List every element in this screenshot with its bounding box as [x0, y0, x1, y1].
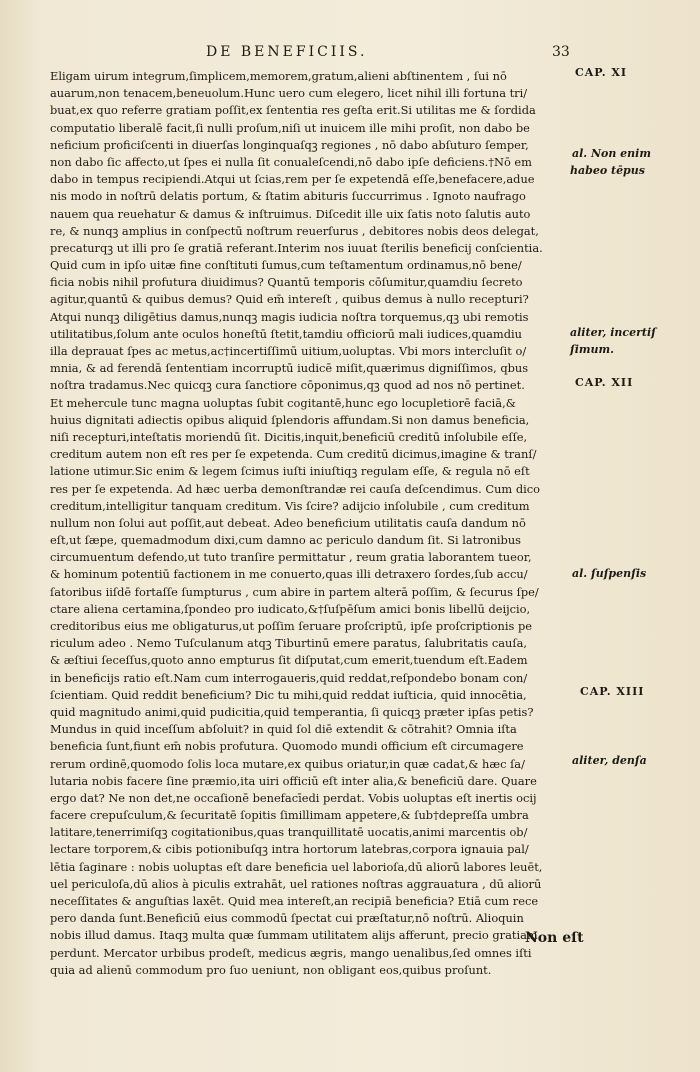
page-header	[0, 44, 700, 64]
text-line: in beneficijs ratio eſt.Nam cum interrogaueris,quid reddat,reſpondebo bonam con/	[50, 670, 528, 685]
text-line: precaturqꝫ ut illi pro ſe gratiā referant.Interim nos iuuat ſterilis beneficij conſcientia.	[50, 240, 543, 255]
main-text-block	[50, 68, 568, 979]
text-line: mnia, & ad ferendā ſententiam incorruptū iudicē miſit,quærimus digniſſimos, qbus	[50, 361, 529, 376]
text-line: Eligam uirum integrum,ſimplicem,memorem,gratum,alieni abſtinentem , ſui nō	[50, 69, 507, 83]
running-head: DE BENEFICIIS.	[206, 44, 368, 60]
text-line: & æſtiui ſeceſſus,quoto anno empturus ſit diſputat,cum emerit,tuendum eſt.Eadem	[50, 653, 528, 668]
text-line: ctare aliena certamina,ſpondeo pro iudicato,&†ſuſpēſum amici bonis libellū deijcio,	[50, 601, 531, 616]
text-line: ſatoribus iiſdē fortaſſe ſumpturus , cum abire in partem alterā poſſim, & ſecurus ſpe/	[50, 584, 539, 599]
text-line: computatio liberalē facit,ſi nulli proſum,niſi ut inuicem ille mihi proſit, non dabo be	[50, 120, 530, 135]
text-line: dabo in tempus recipiendi.Atqui ut ſcias,rem per ſe expetendā eſſe,benefacere,adue	[50, 172, 535, 187]
text-line: lutaria nobis facere ſine præmio,ita uiri officiū eſt inter alia,& beneficiū dare. Quare	[50, 773, 537, 788]
text-line: noſtra tradamus.Nec quicqꝫ cura ſanctiore cōponimus,qꝫ quod ad nos nō pertinet.	[50, 378, 525, 393]
text-line: creditum autem non eſt res per ſe expetenda. Cum creditū dicimus,imagine & tranſ/	[50, 447, 537, 462]
text-line: circumuentum defendo,ut tuto tranſire permittatur , reum gratia laborantem tueor,	[50, 550, 532, 565]
text-line: creditoribus eius me obligaturus,ut poſſim ſeruare proſcriptū, ipſe proſcriptionis pe	[50, 619, 533, 633]
margin-note-incertis-2: ſimum.	[570, 343, 615, 356]
text-line: huius dignitati adiectis opibus aliquid ſplendoris affundam.Si non damus beneficia,	[50, 412, 530, 427]
text-line: ergo dat? Ne non det,ne occaſionē benefacīedi perdat. Vobis uoluptas eſt inertis ocij	[50, 790, 537, 805]
text-line: auarum,non tenacem,beneuolum.Hunc uero cum elegero, licet nihil illi fortuna tri/	[50, 86, 528, 101]
text-line: & hominum potentiū factionem in me conuerto,quas illi detraxero ſordes,ſub accu/	[50, 567, 528, 582]
margin-note-incertis-1: aliter, incertiſ	[570, 326, 656, 339]
text-line: niſi recepturi,inteſtatis moriendū ſit. Dicitis,inquit,beneficiū creditū inſolubile eſſe,	[50, 429, 528, 444]
text-line: latione utimur.Sic enim & legem ſcimus iuſti iniuſtiqꝫ regulam eſſe, & regula nō eſt	[50, 464, 530, 479]
text-line: facere crepuſculum,& ſecuritatē ſopitis ſimillimam appetere,& ſub†depreſſa umbra	[50, 808, 529, 823]
text-line: rerum ordinē,quomodo ſolis loca mutare,ex quibus oriatur,in quæ cadat,& hæc ſa/	[50, 756, 525, 771]
margin-note-densa: aliter, denſa	[572, 754, 647, 767]
text-line: uel periculoſa,dū alios à piculis extrahāt, uel rationes noſtras aggrauatura , dū aliorū	[50, 876, 542, 891]
text-line: Mundus in quid inceſſum abſoluit? in quid ſol diē extendit & cōtrahit? Omnia iſta	[50, 722, 517, 737]
text-line: res per ſe expetenda. Ad hæc uerba demonſtrandæ rei cauſa deſcendimus. Cum dico	[50, 481, 541, 496]
text-line: ficia nobis nihil profutura diuidimus? Quantū temporis cōſumitur,quamdiu ſecreto	[50, 275, 523, 290]
text-line: perdunt. Mercator urbibus prodeſt, medicus ægris, mango uenalibus,ſed omnes iſti	[50, 945, 532, 960]
text-line: agitur,quantū & quibus demus? Quid em̄ intereſt , quibus demus à nullo recepturi?	[50, 292, 529, 307]
text-line: quia ad alienū commodum pro ſuo ueniunt, non obligant eos,quibus proſunt.	[50, 962, 492, 977]
text-line: creditum,intelligitur tanquam creditum. Vis ſcire? adijcio inſolubile , cum creditum	[50, 498, 530, 513]
text-line: pero danda ſunt.Beneficiū eius commodū ſpectat cui præſtatur,nō noſtrū. Alioquin	[50, 911, 524, 926]
text-line: eſt,ut ſæpe, quemadmodum dixi,cum damno ac periculo dandum ſit. Si latronibus	[50, 533, 522, 548]
text-line: utilitatibus,ſolum ante oculos honeſtū ſtetit,tamdiu officiorū mali iudices,quamdiu	[50, 326, 523, 341]
folio-number: 33	[552, 44, 570, 60]
text-line: re, & nunqꝫ amplius in conſpectū noſtrum reuerſurus , debitores nobis deos delegat,	[50, 223, 539, 238]
text-line: riculum adeo . Nemo Tuſculanum atqꝫ Tiburtinū emere paratus, ſalubritatis cauſa,	[50, 636, 528, 651]
text-line: lētia ſaginare : nobis uoluptas eſt dare beneficia uel laborioſa,dū aliorū labores leuēt,	[50, 859, 543, 874]
text-line: nullum non ſolui aut poſſit,aut debeat. Adeo beneficium utilitatis cauſa dandum nō	[50, 515, 526, 530]
text-line: nauem qua reuehatur & damus & inſtruimus. Diſcedit ille uix ſatis noto ſalutis auto	[50, 206, 531, 221]
text-line: beneficia ſunt,fiunt em̄ nobis profutura. Quomodo mundi officium eſt circumagere	[50, 739, 524, 754]
text-line: non dabo ſic affecto,ut ſpes ei nulla ſit conualeſcendi,nō dabo ipſe deficiens.†Nō em	[50, 154, 532, 169]
text-line: Et mehercule tunc magna uoluptas ſubit cogitantē,hunc ego locupletiorē faciā,&	[50, 395, 516, 410]
margin-chapter-xi: CAP. XI	[575, 66, 628, 79]
text-line: lectare torporem,& cibis potionibuſqꝫ intra hortorum latebras,corpora ignauia pal/	[50, 842, 529, 857]
margin-note-non-enim-1: al. Non enim	[572, 147, 651, 160]
margin-chapter-xiii: CAP. XIII	[580, 685, 645, 698]
text-line: neficium proficiſcenti in diuerſas longinquaſqꝫ regiones , nō dabo abſuturo ſemper,	[50, 137, 529, 152]
text-line: nobis illud damus. Itaqꝫ multa quæ ſummam utilitatem alijs afferunt, precio gratiam	[50, 928, 538, 943]
text-line: Quid cum in ipſo uitæ fine conſtituti ſumus,cum teſtamentum ordinamus,nō bene/	[50, 258, 522, 273]
text-line: nis modo in noſtrū delatis portum, & ſtatim abituris ſuccurrimus . Ignoto naufrago	[50, 189, 526, 204]
text-line: buat,ex quo referre gratiam poſſit,ex ſententia res geſta erit.Si utilitas me & ſordida	[50, 103, 536, 118]
margin-note-suspensis: al. ſuſpenſis	[572, 567, 647, 580]
text-line: Atqui nunqꝫ diligētius damus,nunqꝫ magis iudicia noſtra torquemus,qꝫ ubi remotis	[50, 309, 529, 324]
text-line: neceſſitates & anguſtias laxēt. Quid mea intereſt,an recipiā beneficia? Etiā cum rece	[50, 894, 539, 908]
catchword: Non eſt	[525, 930, 584, 946]
margin-note-non-enim-2: habeo tēpus	[570, 164, 645, 177]
text-line: quid magnitudo animi,quid pudicitia,quid temperantia, ſi quicqꝫ præter ipſas petis?	[50, 704, 534, 719]
text-line: illa deprauat ſpes ac metus,ac†incertiſſimū uitium,uoluptas. Vbi mors intercluſit o/	[50, 344, 527, 358]
text-line: latitare,tenerrimiſqꝫ cogitationibus,quas tranquillitatē uocatis,animi marcentis ob/	[50, 825, 528, 840]
margin-chapter-xii: CAP. XII	[575, 376, 634, 389]
text-line: ſcientiam. Quid reddit beneficium? Dic tu mihi,quid reddat iuſticia, quid innocētia,	[50, 687, 527, 702]
